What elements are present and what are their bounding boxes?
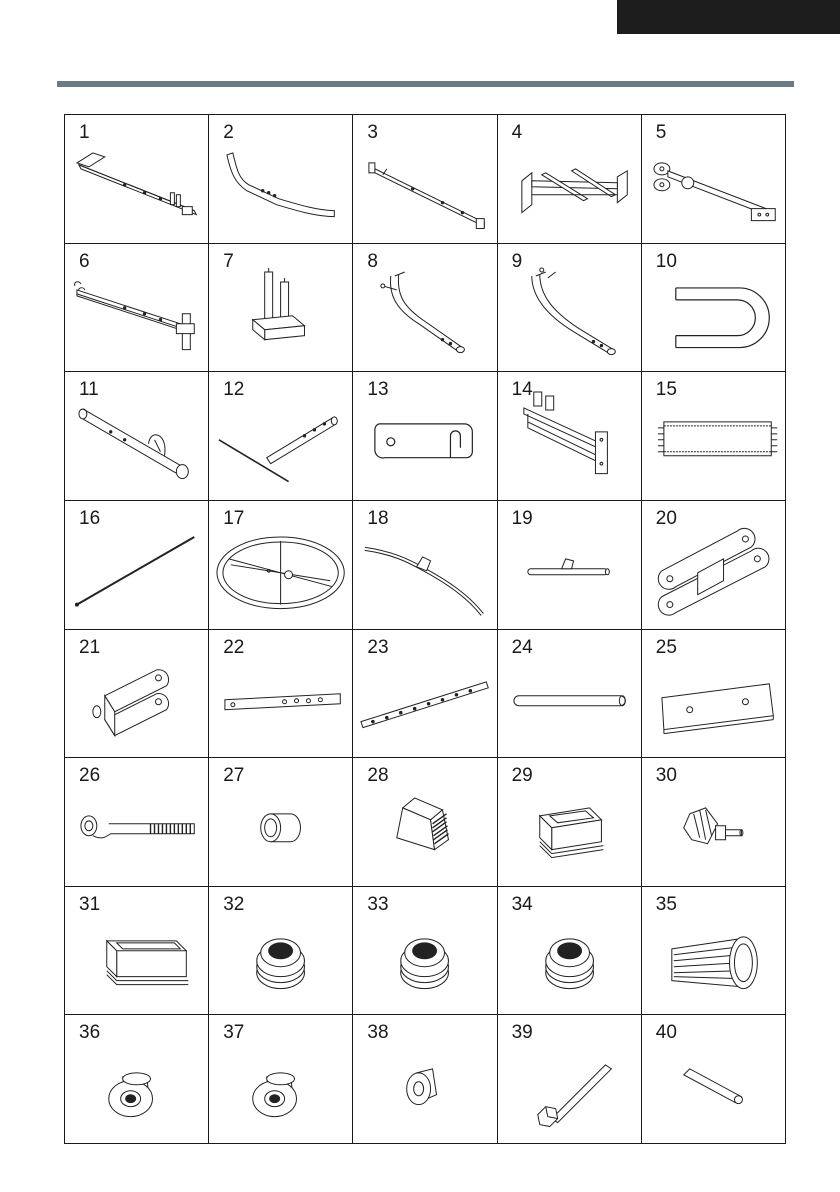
part-cell-31 bbox=[65, 887, 209, 1016]
seat-frame-bracket-icon bbox=[498, 115, 641, 243]
part-number: 20 bbox=[655, 507, 677, 529]
strap-icon bbox=[642, 372, 785, 500]
part-number: 39 bbox=[511, 1022, 533, 1044]
part-cell-26 bbox=[65, 758, 209, 887]
part-cell-5 bbox=[642, 115, 786, 244]
part-number: 24 bbox=[511, 636, 533, 658]
part-cell-28 bbox=[353, 758, 497, 887]
part-number: 40 bbox=[655, 1022, 677, 1044]
part-number: 21 bbox=[79, 636, 101, 658]
part-cell-1 bbox=[65, 115, 209, 244]
part-cell-6 bbox=[65, 244, 209, 373]
part-number: 37 bbox=[223, 1022, 245, 1044]
part-cell-15 bbox=[642, 372, 786, 501]
spacer-icon bbox=[353, 1015, 496, 1143]
clevis-bracket-icon bbox=[65, 630, 208, 758]
part-cell-29 bbox=[498, 758, 642, 887]
part-cell-17 bbox=[209, 501, 353, 630]
rectangular-end-cap-icon bbox=[65, 887, 208, 1015]
pin-icon bbox=[642, 1015, 785, 1143]
part-cell-39 bbox=[498, 1015, 642, 1144]
part-number: 33 bbox=[367, 893, 389, 915]
part-number: 9 bbox=[511, 250, 523, 272]
hole-plate-icon bbox=[209, 630, 352, 758]
knob-icon bbox=[642, 758, 785, 886]
corner-tab bbox=[617, 0, 840, 34]
curved-handle-bar-icon bbox=[353, 501, 496, 629]
part-number: 10 bbox=[655, 250, 677, 272]
part-cell-18 bbox=[353, 501, 497, 630]
part-cell-30 bbox=[642, 758, 786, 887]
curved-arm-right-icon bbox=[498, 244, 641, 372]
hex-bolt-icon bbox=[498, 1015, 641, 1143]
short-bar-icon bbox=[498, 501, 641, 629]
part-number: 5 bbox=[655, 122, 667, 143]
part-cell-12 bbox=[209, 372, 353, 501]
part-number: 17 bbox=[223, 507, 245, 529]
square-end-cap-icon bbox=[498, 758, 641, 886]
parts-grid bbox=[64, 114, 786, 1144]
flanged-bushing-icon bbox=[65, 1015, 208, 1143]
part-number: 8 bbox=[367, 250, 378, 272]
perforated-bar-icon bbox=[353, 630, 496, 758]
part-cell-9 bbox=[498, 244, 642, 373]
slotted-plate-icon bbox=[353, 372, 496, 500]
pivot-arm-icon bbox=[642, 115, 785, 243]
bent-frame-tube-icon bbox=[209, 115, 352, 243]
oval-base-frame-icon bbox=[209, 501, 352, 629]
part-number: 35 bbox=[655, 893, 677, 915]
part-cell-4 bbox=[498, 115, 642, 244]
upright-bracket-icon bbox=[209, 244, 352, 372]
part-cell-22 bbox=[209, 630, 353, 759]
part-number: 19 bbox=[511, 507, 533, 529]
part-cell-32 bbox=[209, 887, 353, 1016]
part-number: 1 bbox=[79, 122, 90, 143]
long-end-cap-icon bbox=[642, 887, 785, 1015]
tube-with-pulley-icon bbox=[65, 372, 208, 500]
curved-arm-left-icon bbox=[353, 244, 496, 372]
part-cell-34 bbox=[498, 887, 642, 1016]
bushing-icon bbox=[209, 758, 352, 886]
double-clevis-bracket-icon bbox=[642, 501, 785, 629]
part-cell-14 bbox=[498, 372, 642, 501]
part-number: 31 bbox=[79, 893, 101, 915]
part-number: 34 bbox=[511, 893, 533, 915]
part-cell-21 bbox=[65, 630, 209, 759]
tube-with-rod-icon bbox=[209, 372, 352, 500]
part-number: 25 bbox=[655, 636, 677, 658]
part-cell-8 bbox=[353, 244, 497, 373]
part-cell-11 bbox=[65, 372, 209, 501]
part-number: 12 bbox=[223, 379, 245, 401]
part-number: 2 bbox=[223, 122, 234, 143]
part-number: 18 bbox=[367, 507, 389, 529]
long-frame-rail-icon bbox=[65, 115, 208, 243]
part-cell-33 bbox=[353, 887, 497, 1016]
flanged-bushing-icon bbox=[209, 1015, 352, 1143]
part-number: 28 bbox=[367, 765, 389, 787]
part-cell-27 bbox=[209, 758, 353, 887]
part-cell-2 bbox=[209, 115, 353, 244]
thin-rod-icon bbox=[65, 501, 208, 629]
part-number: 6 bbox=[79, 250, 90, 272]
header-rule bbox=[57, 81, 794, 87]
part-number: 15 bbox=[655, 379, 677, 401]
u-shaped-tube-icon bbox=[642, 244, 785, 372]
flat-plate-icon bbox=[642, 630, 785, 758]
part-cell-16 bbox=[65, 501, 209, 630]
straight-rail-icon bbox=[353, 115, 496, 243]
part-cell-36 bbox=[65, 1015, 209, 1144]
wall-bracket-icon bbox=[498, 372, 641, 500]
part-number: 30 bbox=[655, 765, 677, 787]
part-number: 14 bbox=[511, 379, 533, 401]
part-cell-3 bbox=[353, 115, 497, 244]
part-number: 22 bbox=[223, 636, 245, 658]
part-number: 7 bbox=[223, 250, 234, 272]
part-cell-7 bbox=[209, 244, 353, 373]
part-number: 16 bbox=[79, 507, 101, 529]
part-cell-37 bbox=[209, 1015, 353, 1144]
part-number: 26 bbox=[79, 765, 101, 787]
round-end-cap-icon bbox=[353, 887, 496, 1015]
round-end-cap-icon bbox=[498, 887, 641, 1015]
part-cell-38 bbox=[353, 1015, 497, 1144]
part-number: 3 bbox=[367, 122, 378, 143]
eye-bolt-icon bbox=[65, 758, 208, 886]
part-cell-23 bbox=[353, 630, 497, 759]
part-cell-10 bbox=[642, 244, 786, 373]
part-cell-20 bbox=[642, 501, 786, 630]
part-number: 32 bbox=[223, 893, 245, 915]
part-cell-40 bbox=[642, 1015, 786, 1144]
part-cell-25 bbox=[642, 630, 786, 759]
part-number: 23 bbox=[367, 636, 389, 658]
round-end-cap-icon bbox=[209, 887, 352, 1015]
part-number: 4 bbox=[511, 122, 523, 143]
part-cell-24 bbox=[498, 630, 642, 759]
part-cell-13 bbox=[353, 372, 497, 501]
part-number: 29 bbox=[511, 765, 533, 787]
part-number: 13 bbox=[367, 379, 389, 401]
part-number: 27 bbox=[223, 765, 245, 787]
part-number: 38 bbox=[367, 1022, 389, 1044]
main-frame-rail-icon bbox=[65, 244, 208, 372]
rubber-foot-icon bbox=[353, 758, 496, 886]
tube-icon bbox=[498, 630, 641, 758]
part-number: 36 bbox=[79, 1022, 101, 1044]
part-number: 11 bbox=[79, 379, 99, 401]
part-cell-35 bbox=[642, 887, 786, 1016]
part-cell-19 bbox=[498, 501, 642, 630]
